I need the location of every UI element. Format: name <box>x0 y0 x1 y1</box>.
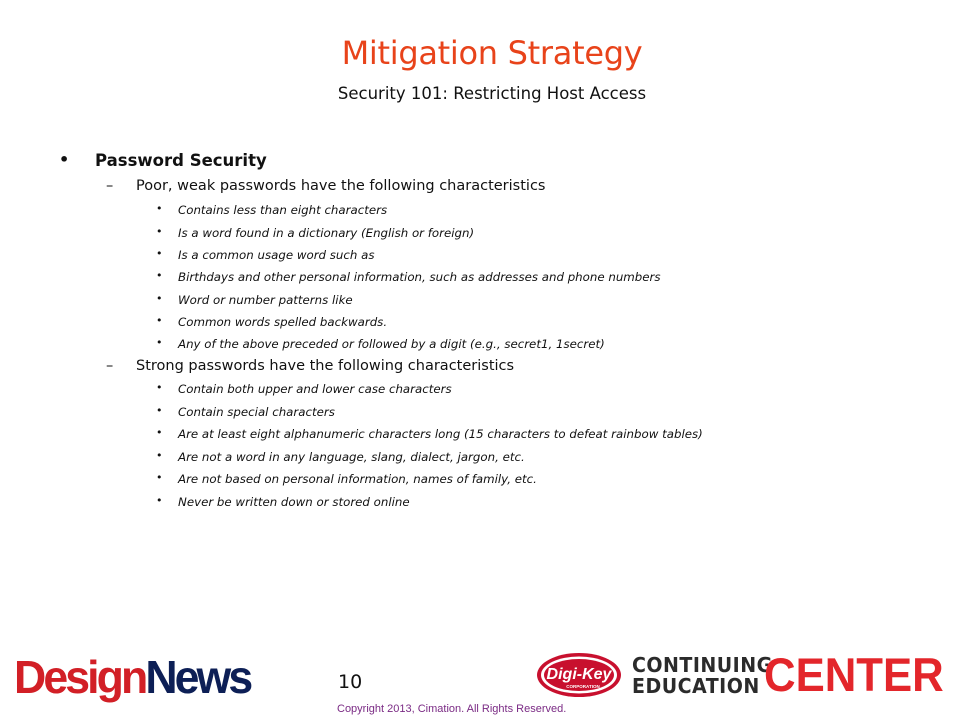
list-item <box>156 336 605 351</box>
bullet-icon: • <box>156 336 163 349</box>
copyright-notice: Copyright 2013, Cimation. All Rights Reserved. <box>337 703 567 715</box>
list-item-text: Any of the above preceded or followed by a digit (e.g., secret1, 1secret) <box>178 337 605 351</box>
bullet-icon: • <box>156 202 163 215</box>
cec-logo-center: CENTER <box>764 648 944 701</box>
list-item-text: Birthdays and other personal information, such as addresses and phone numbers <box>178 270 661 284</box>
list-item-text: Are not a word in any language, slang, dialect, jargon, etc. <box>178 450 525 464</box>
designnews-logo-design: Design <box>14 651 146 703</box>
bullet-icon: • <box>156 292 163 305</box>
bullet-icon: • <box>156 404 163 417</box>
dash-icon: – <box>106 358 114 374</box>
list-item-text: Are at least eight alphanumeric characters long (15 characters to defeat rainbow tables) <box>178 427 703 441</box>
list-item-text: Never be written down or stored online <box>178 495 410 509</box>
list-item <box>156 247 375 262</box>
continuing-education-center-logo <box>632 648 944 701</box>
heading-text: Password Security <box>95 151 267 170</box>
heading-password-security <box>59 150 267 170</box>
digikey-logo-sub: CORPORATION <box>566 684 600 689</box>
digikey-logo <box>536 652 622 698</box>
list-item-text: Contain special characters <box>178 405 335 419</box>
list-item <box>156 426 703 441</box>
list-item <box>156 292 353 307</box>
cec-logo-education: EDUCATION <box>632 674 760 698</box>
list-item-text: Word or number patterns like <box>178 293 353 307</box>
list-item <box>156 225 475 240</box>
list-item-text: Is a common usage word such as <box>178 248 375 262</box>
list-item-text: Contain both upper and lower case characters <box>178 382 452 396</box>
bullet-icon: • <box>156 426 163 439</box>
strong-passwords-item <box>106 358 515 374</box>
designnews-logo-news: News <box>145 651 251 703</box>
list-item <box>156 269 661 284</box>
list-item-text: Contains less than eight characters <box>178 203 388 217</box>
page-number: 10 <box>338 671 363 693</box>
list-item <box>156 471 537 486</box>
weak-passwords-label: Poor, weak passwords have the following characteristics <box>136 178 546 194</box>
bullet-icon: • <box>156 471 163 484</box>
designnews-logo <box>14 650 250 704</box>
bullet-icon: • <box>156 381 163 394</box>
list-item <box>156 202 388 217</box>
list-item <box>156 381 452 396</box>
bullet-icon: • <box>156 247 163 260</box>
list-item <box>156 404 335 419</box>
digikey-logo-name: Digi-Key <box>546 666 612 683</box>
list-item-text: Common words spelled backwards. <box>178 315 388 329</box>
bullet-icon: • <box>156 225 163 238</box>
slide-title: Mitigation Strategy <box>341 34 643 72</box>
bullet-icon: • <box>156 449 163 462</box>
list-item-text: Are not based on personal information, names of family, etc. <box>178 472 537 486</box>
slide-subtitle: Security 101: Restricting Host Access <box>337 84 647 103</box>
list-item <box>156 494 410 509</box>
list-item <box>156 449 525 464</box>
dash-icon: – <box>106 178 114 194</box>
list-item <box>156 314 388 329</box>
weak-passwords-item <box>106 178 546 194</box>
bullet-icon: • <box>156 494 163 507</box>
bullet-icon: • <box>156 314 163 327</box>
cec-logo-continuing: CONTINUING <box>632 653 773 677</box>
list-item-text: Is a word found in a dictionary (English or foreign) <box>178 226 475 240</box>
bullet-icon: • <box>156 269 163 282</box>
strong-passwords-label: Strong passwords have the following characteristics <box>136 358 515 374</box>
bullet-icon: • <box>59 150 70 169</box>
